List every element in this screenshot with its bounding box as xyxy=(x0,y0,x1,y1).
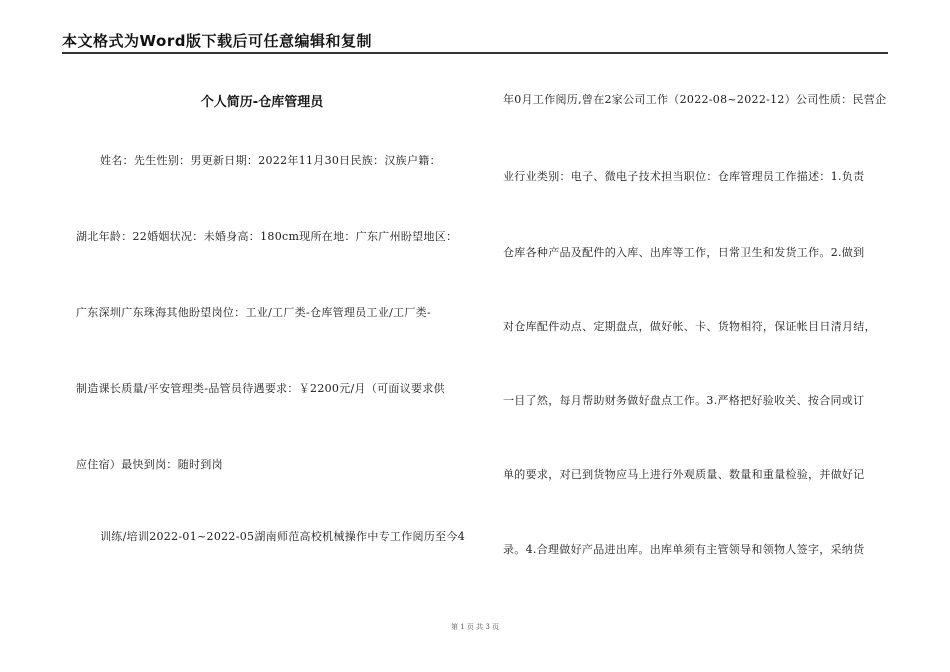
body-line: 制造课长质量/平安管理类-品管员待遇要求：￥2200元/月（可面议要求供 xyxy=(76,382,445,395)
left-column xyxy=(62,0,482,620)
body-line: 一目了然，每月帮助财务做好盘点工作。3.严格把好验收关、按合同或订 xyxy=(503,394,865,407)
banner-text: 本文格式为Word版下载后可任意编辑和复制 xyxy=(62,32,372,50)
body-line: 应住宿）最快到岗：随时到岗 xyxy=(76,458,223,471)
right-column xyxy=(498,0,898,620)
body-line: 业行业类别：电子、微电子技术担当职位：仓库管理员工作描述：1.负责 xyxy=(503,170,865,183)
body-line: 湖北年龄：22婚姻状况：未婚身高：180cm现所在地：广东广州盼望地区： xyxy=(76,230,458,243)
body-line: 年0月工作阅历,曾在2家公司工作（2022-08~2022-12）公司性质：民营企 xyxy=(503,93,887,106)
document-title: 个人简历-仓库管理员 xyxy=(200,95,324,110)
body-line: 对仓库配件动点、定期盘点，做好帐、卡、货物相符，保证帐目日清月结， xyxy=(503,320,876,333)
body-line: 单的要求，对已到货物应马上进行外观质量、数量和重量检验，并做好记 xyxy=(503,468,865,481)
body-line: 训练/培训2022-01~2022-05湖南师范高校机械操作中专工作阅历至今4 xyxy=(100,530,466,543)
body-line: 广东深圳广东珠海其他盼望岗位：工业/工厂类-仓库管理员工业/工厂类- xyxy=(76,306,432,319)
body-line: 录。4.合理做好产品进出库。出库单须有主管领导和领物人签字，采纳货 xyxy=(503,543,865,556)
page-number: 第 1 页 共 3 页 xyxy=(450,623,500,631)
body-line: 姓名：先生性别：男更新日期：2022年11月30日民族：汉族户籍： xyxy=(100,154,441,167)
body-line: 仓库各种产品及配件的入库、出库等工作，日常卫生和发货工作。2.做到 xyxy=(503,246,865,259)
